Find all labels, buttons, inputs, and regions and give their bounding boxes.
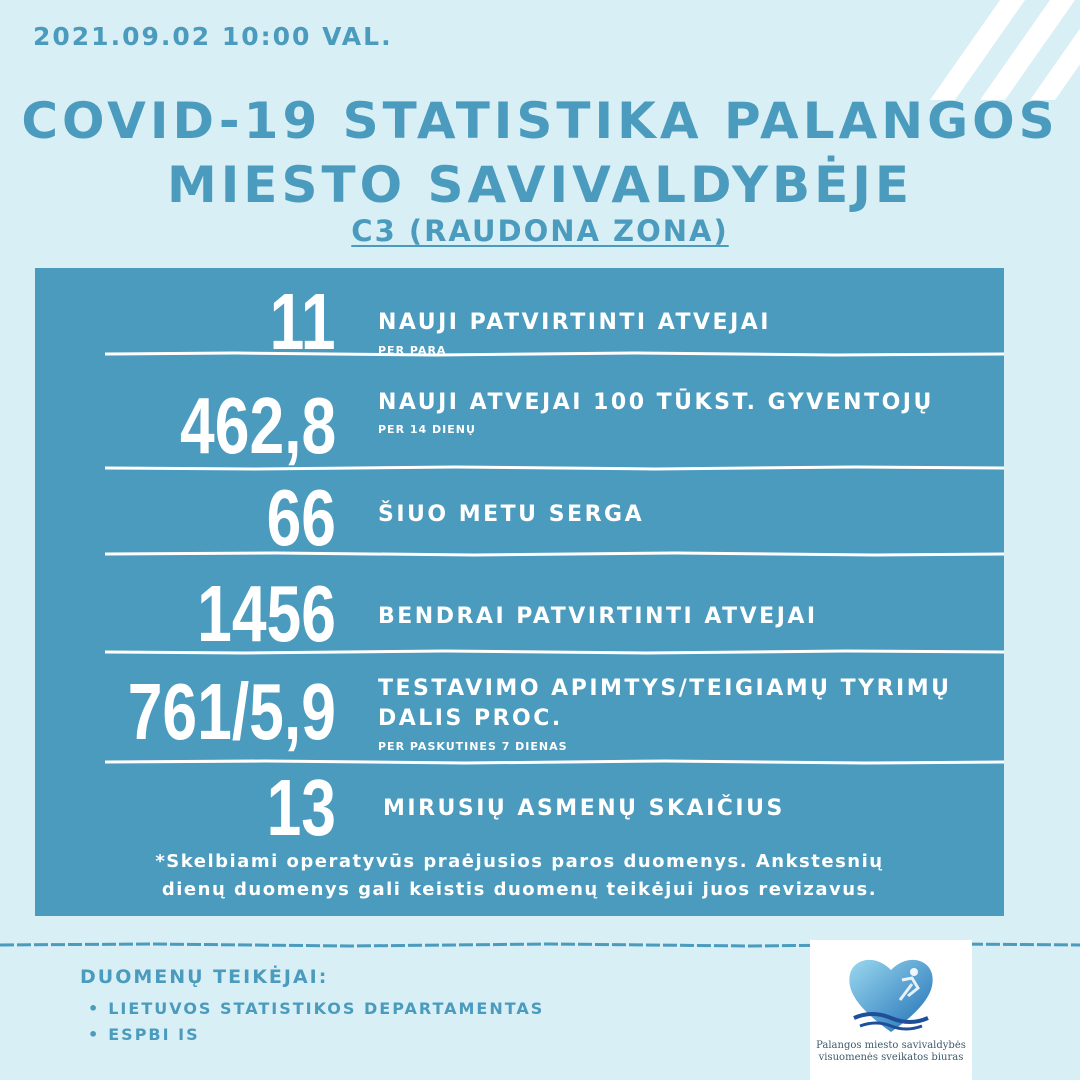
stat-value: 761/5,9 — [127, 667, 336, 756]
data-providers-title: DUOMENŲ TEIKĖJAI: — [80, 966, 329, 988]
row-divider — [35, 648, 1004, 656]
page-title-line-1: COVID-19 STATISTIKA PALANGOS — [21, 92, 1059, 150]
stat-sublabel: PER 14 DIENŲ — [378, 423, 476, 436]
stat-label: MIRUSIŲ ASMENŲ SKAIČIUS — [383, 796, 785, 821]
stat-value: 462,8 — [179, 381, 336, 470]
decorative-stripes — [850, 0, 1080, 100]
stat-value: 13 — [266, 763, 336, 852]
list-item: • ESPBI IS — [88, 1025, 200, 1044]
organization-logo — [810, 940, 972, 1080]
heart-logo-icon — [810, 940, 972, 1040]
stat-value: 1456 — [197, 569, 336, 658]
disclaimer-line-2: dienų duomenys gali keistis duomenų teikėjui juos revizavus. — [161, 879, 878, 900]
row-divider — [35, 464, 1004, 472]
statistics-panel — [35, 268, 1004, 916]
page-title-line-2: MIESTO SAVIVALDYBĖJE — [166, 156, 914, 214]
stat-label: ŠIUO METU SERGA — [378, 502, 645, 527]
stat-label: NAUJI PATVIRTINTI ATVEJAI — [378, 310, 771, 335]
logo-caption: Palangos miesto savivaldybės visuomenės sveikatos biuras — [816, 1040, 966, 1063]
stat-value: 11 — [270, 277, 336, 366]
report-date: 2021.09.02 10:00 VAL. — [33, 22, 393, 51]
row-divider — [35, 758, 1004, 766]
stat-label-line-2: DALIS PROC. — [378, 706, 563, 731]
row-divider — [35, 550, 1004, 558]
data-providers-list — [88, 996, 544, 1048]
stat-label: NAUJI ATVEJAI 100 TŪKST. GYVENTOJŲ — [378, 390, 934, 415]
row-divider — [35, 350, 1004, 358]
stat-sublabel: PER PARĄ — [378, 344, 447, 357]
zone-status: C3 (RAUDONA ZONA) — [351, 214, 729, 248]
data-disclaimer — [35, 848, 1004, 904]
list-item: • LIETUVOS STATISTIKOS DEPARTAMENTAS — [88, 999, 545, 1018]
stat-label: TESTAVIMO APIMTYS/TEIGIAMŲ TYRIMŲ — [378, 676, 952, 701]
stat-label: BENDRAI PATVIRTINTI ATVEJAI — [378, 604, 818, 629]
stat-sublabel: PER PASKUTINES 7 DIENAS — [378, 740, 568, 753]
disclaimer-line-1: *Skelbiami operatyvūs praėjusios paros duomenys. Ankstesnių — [155, 851, 884, 872]
stat-value: 66 — [266, 473, 336, 562]
